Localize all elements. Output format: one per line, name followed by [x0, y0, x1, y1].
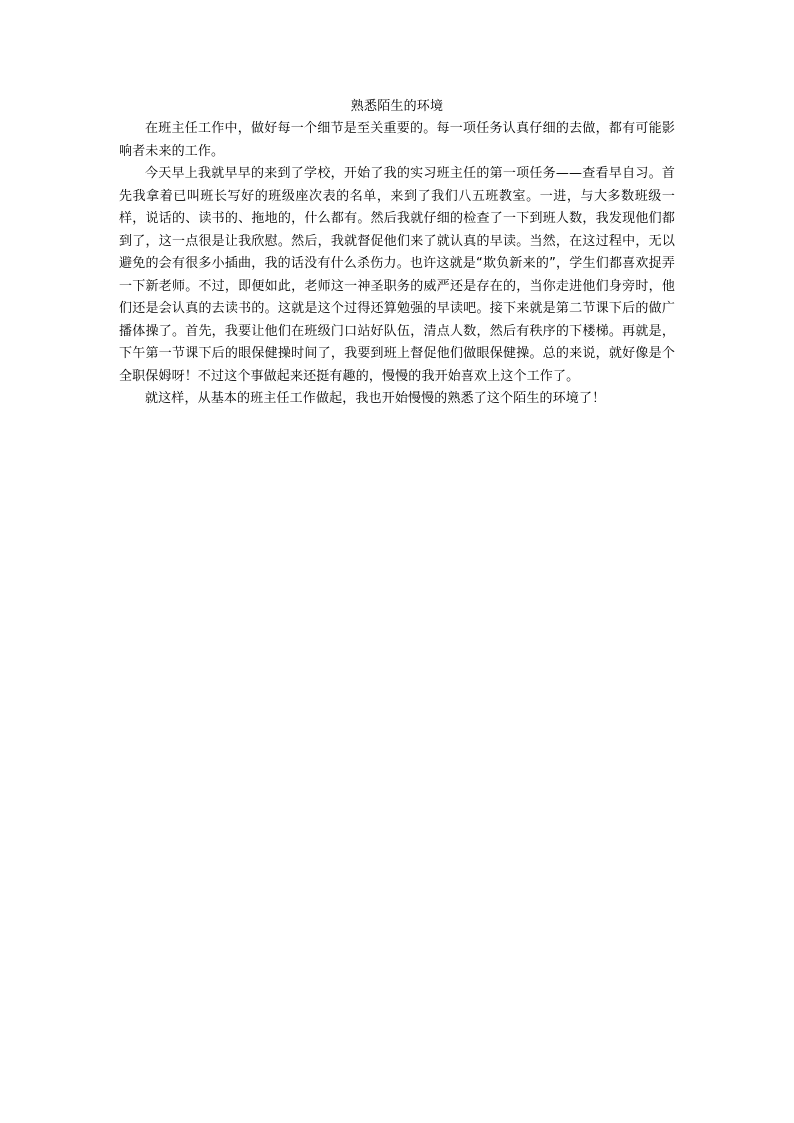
paragraph-intro: 在班主任工作中，做好每一个细节是至关重要的。每一项任务认真仔细的去做，都有可能影响者未来的工作。 [119, 121, 675, 159]
document-body [119, 96, 675, 411]
document-title: 熟悉陌生的环境 [350, 99, 444, 114]
paragraph-main: 今天早上我就早早的来到了学校，开始了我的实习班主任的第一项任务——查看早自习。首先我拿着已叫班长写好的班级座次表的名单，来到了我们八五班教室。一进，与大多数班级一样，说话的、读书的、拖地的，什么都有。然后我就仔细的检查了一下到班人数，我发现他们都到了，这一点很是让我欣慰。然后，我就督促他们来了就认真的早读。当然，在这过程中，无以避免的会有很多小插曲，我的话没有什么杀伤力。也许这就是“欺负新来的”，学生们都喜欢捉弄一下新老师。不过，即便如此，老师这一神圣职务的威严还是存在的，当你走进他们身旁时，他们还是会认真的去读书的。这就是这个过得还算勉强的早读吧。接下来就是第二节课下后的做广播体操了。首先，我要让他们在班级门口站好队伍，清点人数，然后有秩序的下楼梯。再就是，下午第一节课下后的眼保健操时间了，我要到班上督促他们做眼保健操。总的来说，就好像是个全职保姆呀！不过这个事做起来还挺有趣的，慢慢的我开始喜欢上这个工作了。 [119, 166, 675, 384]
paragraph-conclusion: 就这样，从基本的班主任工作做起，我也开始慢慢的熟悉了这个陌生的环境了！ [145, 391, 606, 406]
